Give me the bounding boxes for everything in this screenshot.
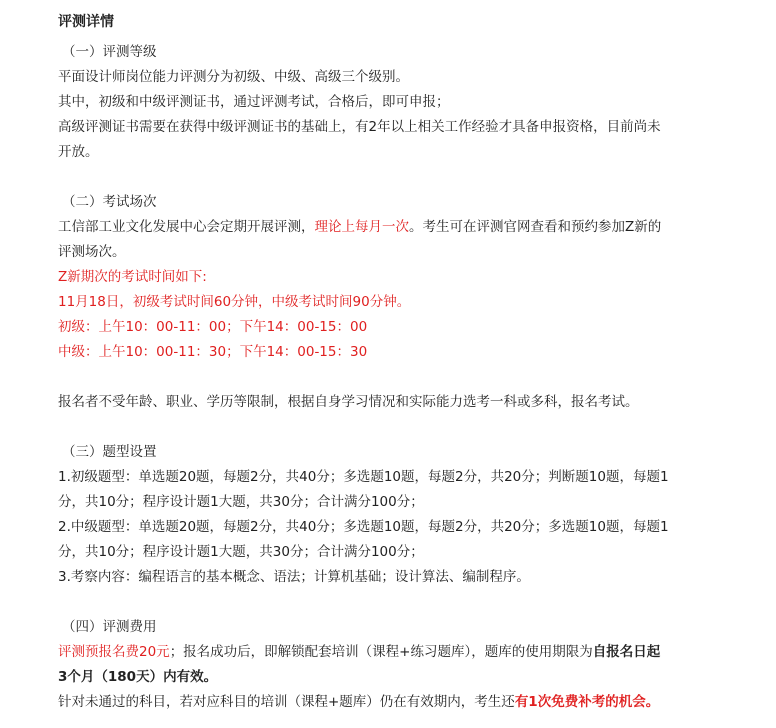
question-type-item: 1.初级题型：单选题20题，每题2分，共40分；多选题10题，每题2分，共20分；判断题10题，每题1 xyxy=(58,469,669,485)
validity-period: 3个月（180天）内有效。 xyxy=(58,669,218,685)
question-type-item: 分，共10分；程序设计题1大题，共30分；合计满分100分； xyxy=(58,544,424,560)
free-retake-highlight: 有1次免费补考的机会。 xyxy=(514,694,660,710)
section-2-paragraph: 评测场次。 xyxy=(58,244,126,260)
bold-text: 自报名日起 xyxy=(592,644,661,660)
section-2-paragraph: 报名者不受年龄、职业、学历等限制，根据自身学习情况和实际能力选考一科或多科，报名考试。 xyxy=(58,394,639,410)
exam-date: 11月18日，初级考试时间60分钟，中级考试时间90分钟。 xyxy=(58,294,411,310)
question-type-item: 2.中级题型：单选题20题，每题2分，共40分；多选题10题，每题2分，共20分；多选题10题，每题1 xyxy=(58,519,669,535)
page-title: 评测详情 xyxy=(58,14,114,30)
text-normal: 工信部工业文化发展中心会定期开展评测， xyxy=(58,219,315,235)
question-type-item: 分，共10分；程序设计题1大题，共30分；合计满分100分； xyxy=(58,494,424,510)
section-1-heading: （一）评测等级 xyxy=(62,44,157,60)
section-1-paragraph: 开放。 xyxy=(58,144,99,160)
text-normal: ；报名成功后，即解锁配套培训（课程+练习题库），题库的使用期限为 xyxy=(169,644,593,660)
section-1-paragraph: 高级评测证书需要在获得中级评测证书的基础上，有2年以上相关工作经验才具备申报资格，目前尚未 xyxy=(58,119,661,135)
exam-time-heading: Z新期次的考试时间如下: xyxy=(58,269,207,285)
exam-time-junior: 初级：上午10：00-11：00；下午14：00-15：00 xyxy=(58,319,368,335)
section-4-heading: （四）评测费用 xyxy=(62,619,157,635)
section-3-heading: （三）题型设置 xyxy=(62,444,157,460)
section-1-paragraph: 其中，初级和中级评测证书，通过评测考试，合格后，即可申报； xyxy=(58,94,450,110)
exam-time-intermediate: 中级：上午10：00-11：30；下午14：00-15：30 xyxy=(58,344,368,360)
section-2-paragraph xyxy=(58,217,661,237)
highlight-text: 理论上每月一次 xyxy=(314,219,409,235)
section-1-paragraph: 平面设计师岗位能力评测分为初级、中级、高级三个级别。 xyxy=(58,69,409,85)
fee-highlight: 评测预报名费20元 xyxy=(58,644,170,660)
text-normal: 针对未通过的科目，若对应科目的培训（课程+题库）仍在有效期内，考生还 xyxy=(58,694,515,710)
section-4-paragraph xyxy=(58,692,659,712)
question-type-item: 3.考察内容：编程语言的基本概念、语法；计算机基础；设计算法、编制程序。 xyxy=(58,569,530,585)
text-normal: 。考生可在评测官网查看和预约参加Z新的 xyxy=(409,219,662,235)
section-2-heading: （二）考试场次 xyxy=(62,194,157,210)
section-4-paragraph xyxy=(58,642,660,662)
